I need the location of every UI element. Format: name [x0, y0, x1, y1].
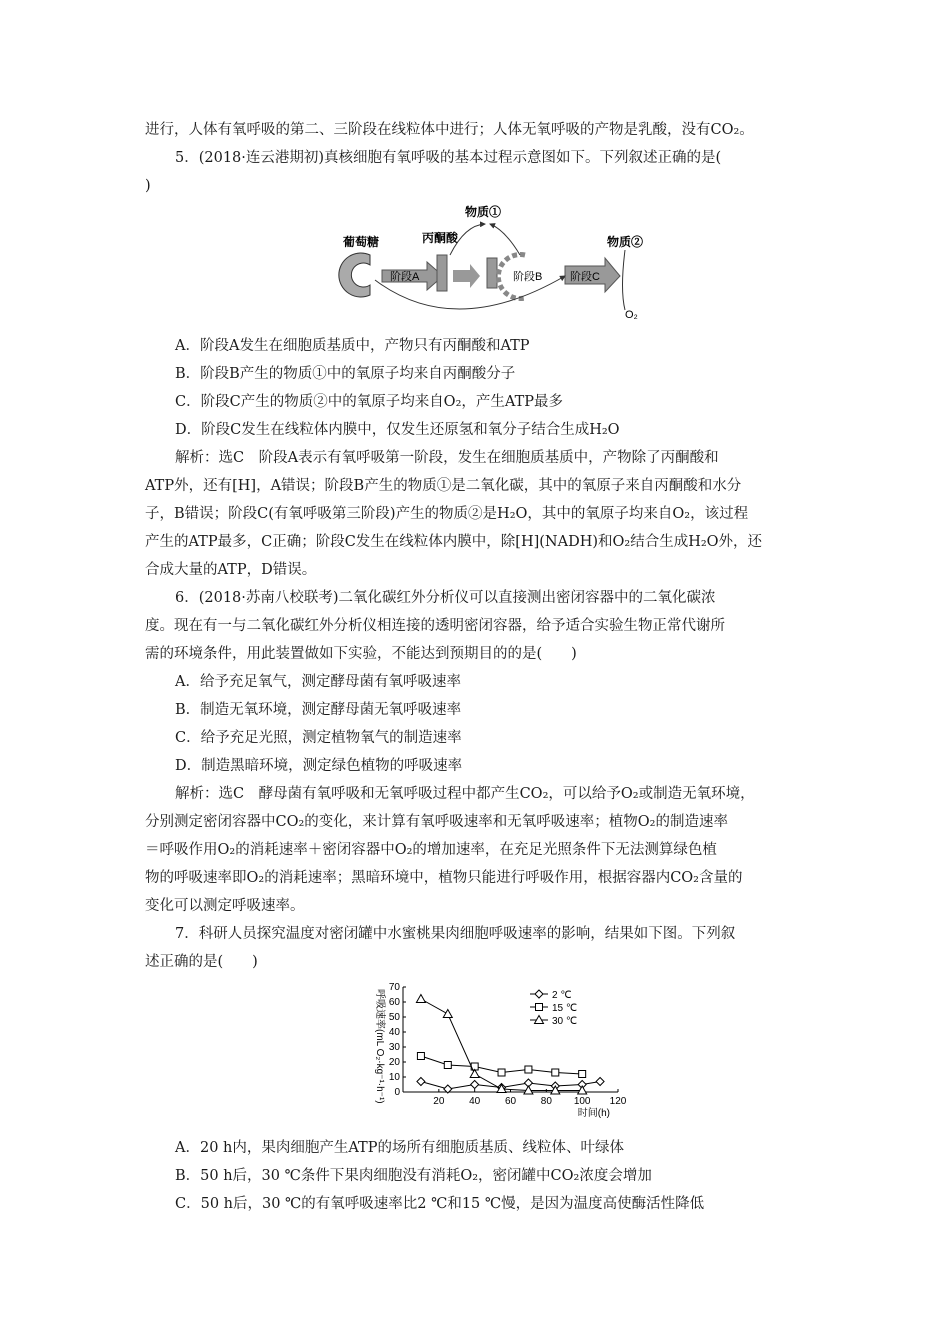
o2-arrow: [623, 250, 626, 310]
continued-text: 进行，人体有氧呼吸的第二、三阶段在线粒体中进行；人体无氧呼吸的产物是乳酸，没有CO₂。: [145, 122, 754, 138]
q5-analysis-line-2: ATP外，还有[H]，A错误；阶段B产生的物质①是二氧化碳，其中的氧原子来自丙酮酸和水分: [145, 478, 742, 494]
legend-marker-1: [536, 1004, 543, 1011]
series-1-point: [525, 1066, 532, 1073]
series-0-point: [471, 1081, 479, 1089]
series-1-point: [579, 1071, 586, 1078]
respiration-rate-chart: [365, 980, 635, 1119]
q6-analysis-line-5: 变化可以测定呼吸速率。: [145, 898, 305, 914]
series-1-point: [552, 1069, 559, 1076]
cytoplasm-shape: [339, 253, 370, 297]
q5-option-b: B．阶段B产生的物质①中的氧原子均来自丙酮酸分子: [175, 366, 516, 382]
x-axis-label: 时间(h): [577, 1108, 610, 1119]
stage-a-label: 阶段A: [390, 271, 420, 283]
x-tick-label: 20: [433, 1096, 445, 1107]
q6-option-a: A．给予充足氧气，测定酵母菌有氧呼吸速率: [175, 674, 461, 690]
legend-marker-0: [535, 990, 543, 998]
q6-stem-line-2: 度。现在有一与二氧化碳红外分析仪相连接的透明密闭容器，给予适合实验生物正常代谢所: [145, 618, 725, 634]
q5-analysis-line-3: 子，B错误；阶段C(有氧呼吸第三阶段)产生的物质②是H₂O，其中的氧原子均来自O₂，该过程: [145, 506, 749, 522]
series-1-point: [417, 1053, 424, 1060]
series-0-point: [417, 1078, 425, 1086]
substance-2-label: 物质②: [607, 235, 644, 249]
series-2-point: [416, 995, 425, 1003]
q7-stem-line-2: 述正确的是( ): [145, 954, 258, 970]
membrane-block-1: [437, 255, 447, 291]
y-tick-label: 20: [388, 1057, 400, 1068]
glucose-label: 葡萄糖: [343, 235, 380, 249]
legend-label-0: 2 ℃: [552, 990, 572, 1001]
x-tick-label: 100: [573, 1096, 591, 1107]
o2-label: O₂: [625, 309, 638, 321]
q6-stem-line-3: 需的环境条件，用此装置做如下实验，不能达到预期目的的是( ): [145, 646, 577, 662]
q7-option-a: A．20 h内，果肉细胞产生ATP的场所有细胞质基质、线粒体、叶绿体: [175, 1140, 624, 1156]
y-tick-label: 60: [388, 997, 400, 1008]
question-5-stem: 5．(2018·连云港期初)真核细胞有氧呼吸的基本过程示意图如下。下列叙述正确的是(: [175, 150, 722, 166]
x-tick-label: 80: [540, 1096, 552, 1107]
q6-analysis-line-2: 分别测定密闭容器中CO₂的变化，来计算有氧呼吸速率和无氧呼吸速率；植物O₂的制造速率: [145, 814, 728, 830]
respiration-diagram: [335, 200, 645, 330]
series-1-point: [498, 1069, 505, 1076]
q5-analysis-line-4: 产生的ATP最多，C正确；阶段C发生在线粒体内膜中，除[H](NADH)和O₂结合生成H₂O外，还: [145, 534, 763, 550]
membrane-block-2: [487, 258, 497, 288]
series-1-point: [444, 1062, 451, 1069]
x-tick-label: 60: [504, 1096, 517, 1107]
transport-arrow: [453, 264, 480, 288]
series-2-point: [470, 1070, 479, 1078]
series-2-point: [443, 1010, 452, 1018]
q5-option-a: A．阶段A发生在细胞质基质中，产物只有丙酮酸和ATP: [175, 338, 530, 354]
q6-analysis-line-3: ＝呼吸作用O₂的消耗速率＋密闭容器中O₂的增加速率，在充足光照条件下无法测算绿色植: [145, 842, 717, 858]
q5-analysis-line-5: 合成大量的ATP，D错误。: [145, 562, 317, 578]
q6-option-d: D．制造黑暗环境，测定绿色植物的呼吸速率: [175, 758, 463, 774]
q6-analysis-line-1: 解析：选C 酵母菌有氧呼吸和无氧呼吸过程中都产生CO₂，可以给予O₂或制造无氧环境，: [175, 786, 755, 802]
q5-option-c: C．阶段C产生的物质②中的氧原子均来自O₂，产生ATP最多: [175, 394, 563, 410]
q7-option-c: C．50 h后，30 ℃的有氧呼吸速率比2 ℃和15 ℃慢，是因为温度高使酶活性降低: [175, 1196, 705, 1212]
co2-arrow-2: [490, 224, 520, 255]
series-0-point: [596, 1078, 604, 1086]
question-5-stem-paren: ): [145, 178, 151, 194]
pyruvate-label: 丙酮酸: [422, 231, 459, 245]
y-tick-label: 0: [394, 1087, 400, 1098]
q7-stem-line-1: 7．科研人员探究温度对密闭罐中水蜜桃果肉细胞呼吸速率的影响，结果如下图。下列叙: [175, 926, 736, 942]
q6-option-b: B．制造无氧环境，测定酵母菌无氧呼吸速率: [175, 702, 462, 718]
y-axis-label: 呼吸速率(mL O₂·kg⁻¹·h⁻¹): [374, 989, 385, 1104]
q6-option-c: C．给予充足光照，测定植物氧气的制造速率: [175, 730, 462, 746]
legend-label-2: 30 ℃: [552, 1016, 578, 1027]
q5-option-d: D．阶段C发生在线粒体内膜中，仅发生还原氢和氧分子结合生成H₂O: [175, 422, 620, 438]
y-tick-label: 10: [388, 1072, 400, 1083]
y-tick-label: 30: [388, 1042, 400, 1053]
stage-c-label: 阶段C: [570, 271, 600, 283]
x-tick-label: 120: [609, 1096, 627, 1107]
stage-b-label: 阶段B: [513, 271, 543, 283]
y-tick-label: 40: [388, 1027, 400, 1038]
y-tick-label: 70: [388, 982, 400, 993]
q5-analysis-line-1: 解析：选C 阶段A表示有氧呼吸第一阶段，发生在细胞质基质中，产物除了丙酮酸和: [175, 450, 719, 466]
y-tick-label: 50: [388, 1012, 400, 1023]
x-tick-label: 40: [469, 1096, 481, 1107]
q6-stem-line-1: 6．(2018·苏南八校联考)二氧化碳红外分析仪可以直接测出密闭容器中的二氧化碳浓: [175, 590, 716, 606]
legend-label-1: 15 ℃: [552, 1003, 578, 1014]
q6-analysis-line-4: 物的呼吸速率即O₂的消耗速率；黑暗环境中，植物只能进行呼吸作用，根据容器内CO₂含量的: [145, 870, 743, 886]
q7-option-b: B．50 h后，30 ℃条件下果肉细胞没有消耗O₂，密闭罐中CO₂浓度会增加: [175, 1168, 652, 1184]
substance-1-label: 物质①: [465, 205, 502, 219]
